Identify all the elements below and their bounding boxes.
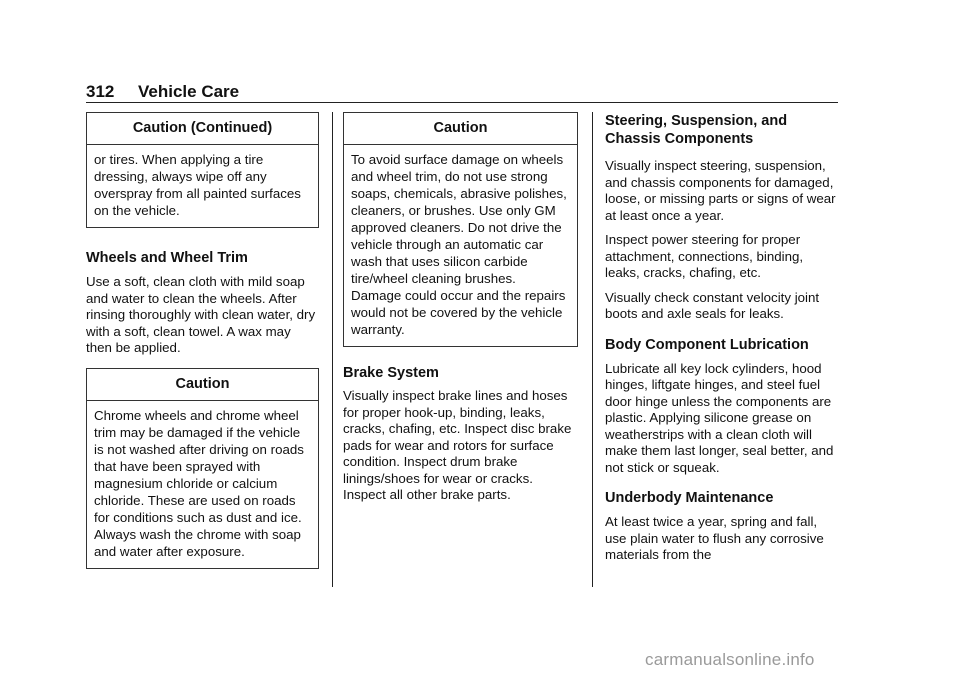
paragraph-steering-2: Inspect power steering for proper attachment, connections, binding, leaks, cracks, chafing, etc. [605, 232, 804, 280]
column-1 [86, 112, 319, 569]
paragraph-brake: Visually inspect brake lines and hoses for proper hook-up, binding, leaks, cracks, chafing, etc. Inspect disc brake pads for wear and rotors for surface condition. Inspect drum brake linings/shoes for wear or cracks. Inspect all other brake parts. [343, 388, 572, 502]
heading-brake-system: Brake System [343, 365, 439, 381]
paragraph-steering-3: Visually check constant velocity joint boots and axle seals for leaks. [605, 289, 820, 321]
caution-text: To avoid surface damage on wheels and wheel trim, do not use strong soaps, chemicals, abrasive polishes, cleaners, or brushes. Use only GM approved cleaners. Do not drive the vehicle through an automatic car wash that uses silicon carbide tire/wheel cleaning brushes. Damage could occur and the repairs would not be covered by the vehicle warranty. [351, 152, 567, 337]
column-divider-1 [332, 112, 333, 587]
column-2 [343, 112, 578, 504]
caution-text: Chrome wheels and chrome wheel trim may be damaged if the vehicle is not washed after driving on roads that have been sprayed with magnesium chloride or calcium chloride. These are used on roads for conditions such as dust and ice. Always wash the chrome with soap and water after exposure. [94, 407, 304, 559]
caution-box-continued [86, 112, 319, 228]
column-divider-2 [592, 112, 593, 587]
caution-box-cleaners [343, 112, 578, 347]
paragraph-lubrication: Lubricate all key lock cylinders, hood hinges, liftgate hinges, and steel fuel door hinge unless the components are plastic. Applying silicone grease on weatherstrips with a clean cloth will make them last longer, seal better, and not stick or squeak. [605, 360, 834, 475]
paragraph-underbody: At least twice a year, spring and fall, use plain water to flush any corrosive materials from the [605, 514, 824, 562]
paragraph-steering-1: Visually inspect steering, suspension, and chassis components for damaged, loose, or missing parts or signs of wear at least once a year. [605, 158, 836, 223]
column-3 [605, 112, 840, 564]
heading-body-lubrication: Body Component Lubrication [605, 336, 809, 353]
heading-wheels-trim: Wheels and Wheel Trim [86, 250, 248, 266]
section-title: Vehicle Care [138, 82, 240, 101]
caution-text: or tires. When applying a tire dressing, always wipe off any overspray from all painted surfaces on the vehicle. [94, 152, 301, 218]
caution-title: Caution [344, 113, 577, 145]
heading-steering-suspension: Steering, Suspension, and Chassis Components [605, 113, 788, 147]
paragraph-wheels: Use a soft, clean cloth with mild soap and water to clean the wheels. After rinsing thoroughly with clean water, dry with a soft, clean towel. A wax may then be applied. [86, 274, 316, 355]
watermark-text: carmanualsonline.info [645, 650, 815, 669]
page-number: 312 [86, 82, 115, 101]
caution-title: Caution [87, 369, 318, 401]
heading-underbody-maintenance: Underbody Maintenance [605, 490, 774, 506]
caution-title: Caution (Continued) [87, 113, 318, 145]
caution-box-chrome [86, 368, 319, 569]
page-header [86, 82, 838, 103]
